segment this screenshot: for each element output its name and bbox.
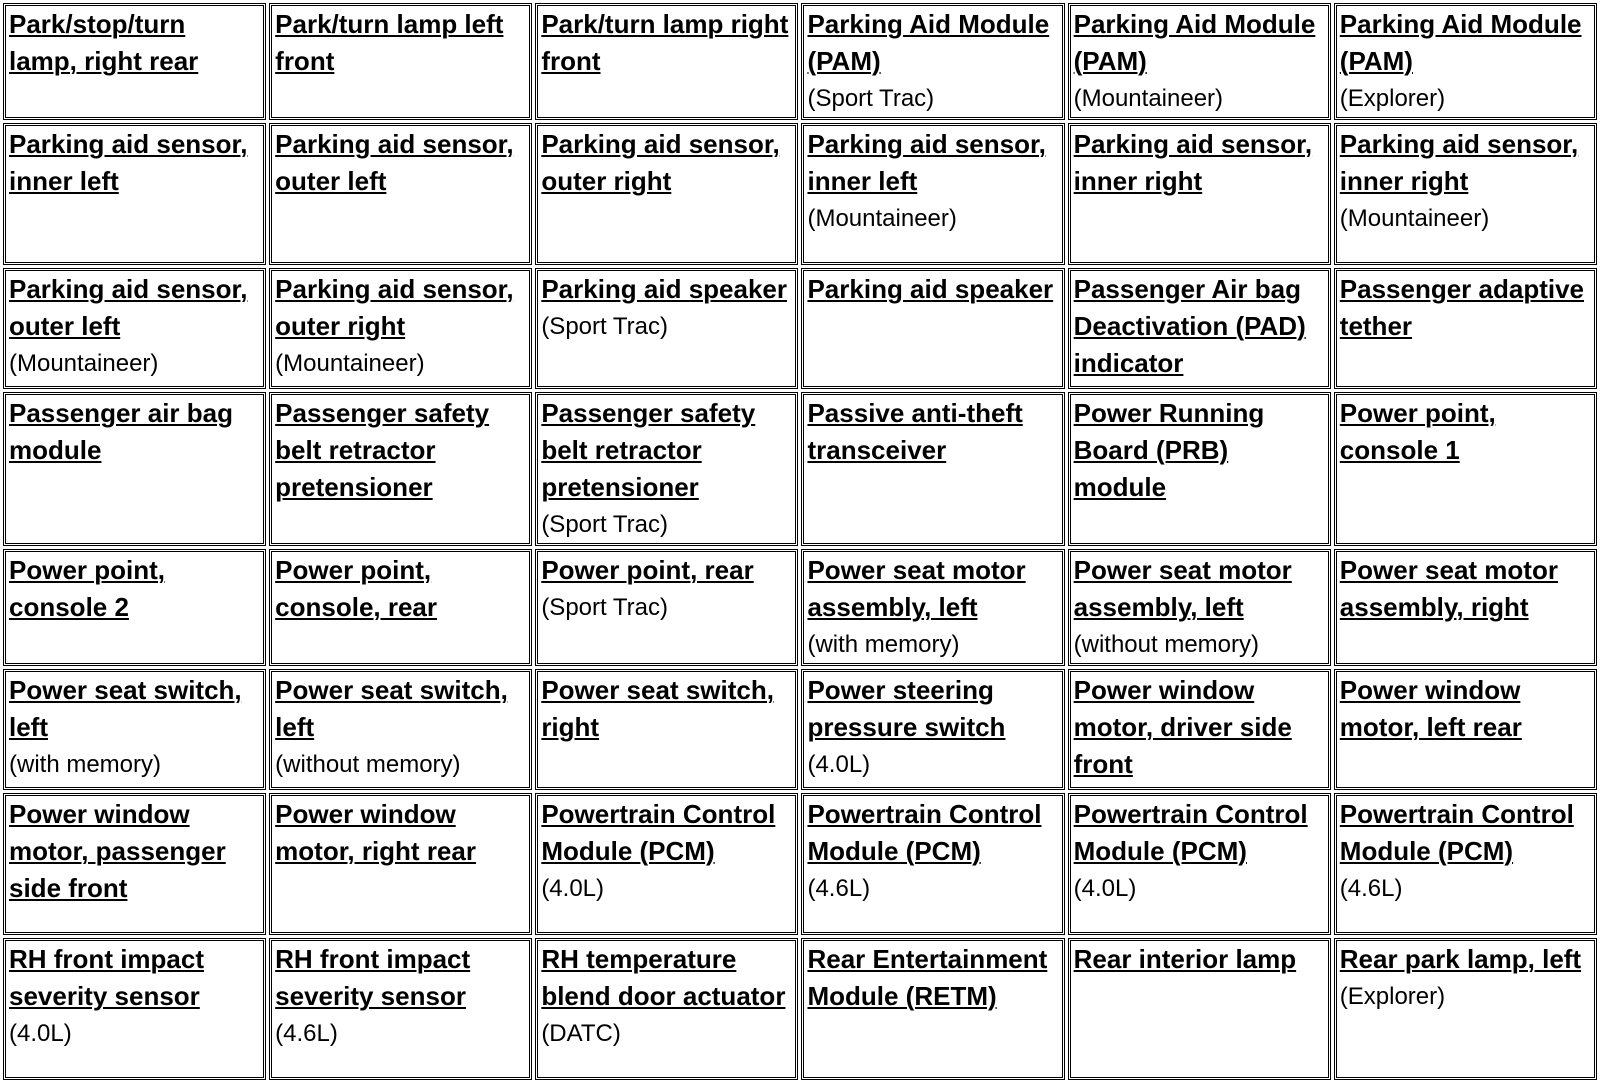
component-note: (Explorer): [1339, 85, 1446, 112]
table-cell: [269, 3, 532, 120]
component-link[interactable]: Passenger Air bag Deactivation (PAD) indicator: [1073, 274, 1306, 378]
component-link[interactable]: Parking aid sensor, inner right: [1073, 129, 1313, 196]
table-cell: [801, 669, 1064, 790]
component-link[interactable]: Power window motor, right rear: [275, 799, 476, 866]
component-note: (without memory): [275, 751, 461, 778]
table-cell: [801, 793, 1064, 935]
component-note: (Mountaineer): [9, 350, 159, 377]
component-note: (without memory): [1073, 631, 1259, 658]
table-cell: [269, 938, 532, 1080]
component-link[interactable]: RH front impact severity sensor: [275, 944, 471, 1011]
component-note: (Mountaineer): [1339, 205, 1490, 232]
table-cell: [801, 3, 1064, 120]
component-link[interactable]: Power seat motor assembly, right: [1339, 555, 1558, 622]
table-cell: [269, 669, 532, 790]
component-link[interactable]: Park/turn lamp left front: [275, 9, 504, 76]
component-link[interactable]: Power seat motor assembly, left: [807, 555, 1026, 622]
table-row: [3, 268, 1597, 389]
table-cell: [1068, 669, 1331, 790]
component-note: (4.6L): [807, 875, 871, 902]
component-link[interactable]: Power Running Board (PRB) module: [1073, 398, 1265, 502]
component-link[interactable]: Passenger air bag module: [9, 398, 233, 465]
table-cell: [801, 123, 1064, 265]
component-link[interactable]: Power window motor, driver side front: [1073, 675, 1292, 779]
component-link[interactable]: Park/turn lamp right front: [541, 9, 789, 76]
table-cell: [801, 392, 1064, 546]
component-link[interactable]: Parking aid sensor, outer left: [9, 274, 248, 341]
table-row: [3, 3, 1597, 120]
component-link[interactable]: Parking Aid Module (PAM): [807, 9, 1050, 76]
component-link[interactable]: Passive anti-theft transceiver: [807, 398, 1023, 465]
table-cell: [1334, 938, 1597, 1080]
component-link[interactable]: Passenger adaptive tether: [1339, 274, 1585, 341]
component-note: (Mountaineer): [275, 350, 425, 377]
table-cell: [1068, 123, 1331, 265]
component-link[interactable]: Parking aid sensor, inner right: [1339, 129, 1579, 196]
table-cell: [535, 549, 798, 666]
table-cell: [1334, 268, 1597, 389]
table-cell: [3, 669, 266, 790]
table-row: [3, 549, 1597, 666]
component-link[interactable]: Rear park lamp, left: [1339, 944, 1582, 974]
component-link[interactable]: Parking aid sensor, outer left: [275, 129, 514, 196]
component-link[interactable]: Parking aid speaker: [807, 274, 1054, 304]
component-link[interactable]: Power point, console 1: [1339, 398, 1496, 465]
component-note: (4.0L): [1073, 875, 1137, 902]
component-note: (4.6L): [1339, 875, 1403, 902]
table-cell: [269, 392, 532, 546]
component-link[interactable]: Power seat switch, right: [541, 675, 774, 742]
table-cell: [3, 268, 266, 389]
component-note: (with memory): [9, 751, 162, 778]
table-cell: [1068, 793, 1331, 935]
component-link[interactable]: Passenger safety belt retractor pretensioner: [541, 398, 756, 502]
component-link[interactable]: Parking aid sensor, inner left: [807, 129, 1046, 196]
table-row: [3, 123, 1597, 265]
component-note: (4.0L): [541, 875, 605, 902]
table-cell: [1334, 392, 1597, 546]
component-link[interactable]: Parking Aid Module (PAM): [1073, 9, 1316, 76]
component-link[interactable]: Power point, console 2: [9, 555, 165, 622]
component-link[interactable]: Power point, console, rear: [275, 555, 438, 622]
component-note: (Explorer): [1339, 983, 1446, 1010]
component-note: (Mountaineer): [807, 205, 957, 232]
component-note: (DATC): [541, 1020, 621, 1047]
table-row: [3, 793, 1597, 935]
table-cell: [3, 938, 266, 1080]
component-note: (Sport Trac): [541, 313, 669, 340]
table-cell: [3, 3, 266, 120]
table-cell: [1334, 669, 1597, 790]
table-cell: [535, 268, 798, 389]
component-link[interactable]: Power steering pressure switch: [807, 675, 1006, 742]
component-link[interactable]: Powertrain Control Module (PCM): [541, 799, 776, 866]
component-link[interactable]: Power seat switch, left: [9, 675, 242, 742]
table-cell: [535, 793, 798, 935]
component-link[interactable]: Parking aid sensor, outer right: [541, 129, 780, 196]
table-cell: [269, 268, 532, 389]
component-link[interactable]: Parking Aid Module (PAM): [1339, 9, 1582, 76]
table-cell: [535, 938, 798, 1080]
table-cell: [801, 938, 1064, 1080]
table-cell: [269, 549, 532, 666]
component-note: (with memory): [807, 631, 960, 658]
component-link[interactable]: RH front impact severity sensor: [9, 944, 204, 1011]
component-link[interactable]: RH temperature blend door actuator: [541, 944, 786, 1011]
table-cell: [1334, 549, 1597, 666]
table-cell: [1334, 3, 1597, 120]
component-note: (Sport Trac): [541, 594, 669, 621]
component-link[interactable]: Parking aid speaker: [541, 274, 787, 304]
table-cell: [3, 123, 266, 265]
component-link[interactable]: Parking aid sensor, inner left: [9, 129, 248, 196]
component-link[interactable]: Power window motor, left rear: [1339, 675, 1522, 742]
component-note: (4.0L): [807, 751, 871, 778]
component-link[interactable]: Power seat switch, left: [275, 675, 508, 742]
table-cell: [535, 3, 798, 120]
component-link[interactable]: Rear Entertainment Module (RETM): [807, 944, 1048, 1011]
table-cell: [1068, 549, 1331, 666]
component-note: (4.0L): [9, 1020, 72, 1047]
table-cell: [801, 549, 1064, 666]
component-note: (4.6L): [275, 1020, 338, 1047]
table-cell: [1068, 392, 1331, 546]
table-row: [3, 938, 1597, 1080]
table-cell: [1334, 793, 1597, 935]
table-cell: [269, 123, 532, 265]
table-cell: [535, 669, 798, 790]
table-row: [3, 669, 1597, 790]
component-note: (Sport Trac): [541, 511, 669, 538]
component-link[interactable]: Power seat motor assembly, left: [1073, 555, 1292, 622]
table-cell: [1334, 123, 1597, 265]
component-link[interactable]: Power point, rear: [541, 555, 754, 585]
component-note: (Sport Trac): [807, 85, 935, 112]
component-link[interactable]: Powertrain Control Module (PCM): [807, 799, 1042, 866]
table-cell: [1068, 3, 1331, 120]
component-link[interactable]: Rear interior lamp: [1073, 944, 1297, 974]
table-cell: [801, 268, 1064, 389]
table-cell: [1068, 938, 1331, 1080]
component-link[interactable]: Powertrain Control Module (PCM): [1073, 799, 1308, 866]
component-link[interactable]: Power window motor, passenger side front: [9, 799, 226, 903]
table-cell: [1068, 268, 1331, 389]
table-cell: [3, 793, 266, 935]
table-cell: [3, 392, 266, 546]
component-note: (Mountaineer): [1073, 85, 1224, 112]
component-link[interactable]: Powertrain Control Module (PCM): [1339, 799, 1574, 866]
component-link[interactable]: Passenger safety belt retractor pretensioner: [275, 398, 490, 502]
component-link[interactable]: Parking aid sensor, outer right: [275, 274, 514, 341]
table-cell: [3, 549, 266, 666]
table-cell: [535, 123, 798, 265]
table-cell: [535, 392, 798, 546]
table-row: [3, 392, 1597, 546]
table-cell: [269, 793, 532, 935]
component-link[interactable]: Park/stop/turn lamp, right rear: [9, 9, 199, 76]
